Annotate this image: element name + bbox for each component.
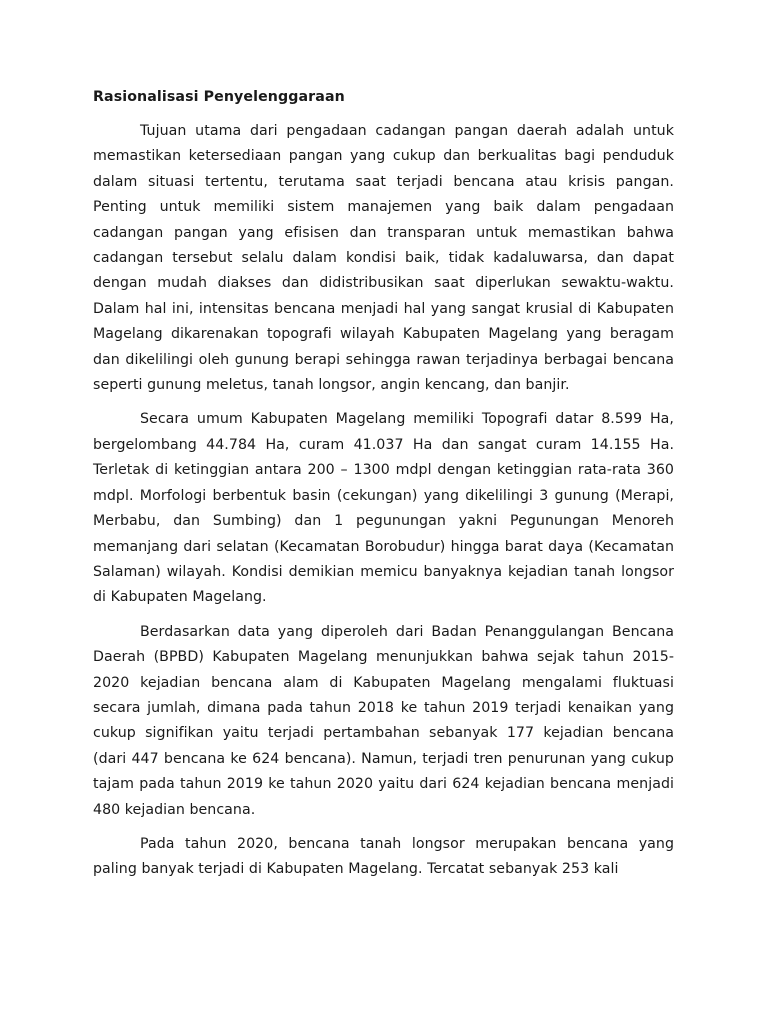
paragraph-2: Secara umum Kabupaten Magelang memiliki Topografi datar 8.599 Ha, bergelombang 44.784 Ha, curam 41.037 Ha dan sangat curam 14.155 Ha. Terletak di ketinggian antara 200 – 1300 mdpl dengan ketinggian rata-rata 360 mdpl. Morfologi berbentuk basin (cekungan) yang dikelilingi 3 gunung (Merapi, Merbabu, dan Sumbing) dan 1 pegunungan yakni Pegunungan Menoreh memanjang dari selatan (Kecamatan Borobudur) hingga barat daya (Kecamatan Salaman) wilayah. Kondisi demikian memicu banyaknya kejadian tanah longsor di Kabupaten Magelang.	[93, 411, 674, 606]
document-page	[93, 87, 674, 892]
paragraph-1: Tujuan utama dari pengadaan cadangan pangan daerah adalah untuk memastikan ketersediaan pangan yang cukup dan berkualitas bagi penduduk dalam situasi tertentu, terutama saat terjadi bencana atau krisis pangan. Penting untuk memiliki sistem manajemen yang baik dalam pengadaan cadangan pangan yang efisisen dan transparan untuk memastikan bahwa cadangan tersebut selalu dalam kondisi baik, tidak kadaluwarsa, dan dapat dengan mudah diakses dan didistribusikan saat diperlukan sewaktu-waktu. Dalam hal ini, intensitas bencana menjadi hal yang sangat krusial di Kabupaten Magelang dikarenakan topografi wilayah Kabupaten Magelang yang beragam dan dikelilingi oleh gunung berapi sehingga rawan terjadinya berbagai bencana seperti gunung meletus, tanah longsor, angin kencang, dan banjir.	[93, 123, 674, 394]
section-heading: Rasionalisasi Penyelenggaraan	[93, 89, 345, 105]
paragraph-4: Pada tahun 2020, bencana tanah longsor merupakan bencana yang paling banyak terjadi di Kabupaten Magelang. Tercatat sebanyak 253 kali	[93, 835, 674, 878]
paragraph-3: Berdasarkan data yang diperoleh dari Badan Penanggulangan Bencana Daerah (BPBD) Kabupaten Magelang menunjukkan bahwa sejak tahun 2015-2020 kejadian bencana alam di Kabupaten Magelang mengalami fluktuasi secara jumlah, dimana pada tahun 2018 ke tahun 2019 terjadi kenaikan yang cukup signifikan yaitu terjadi pertambahan sebanyak 177 kejadian bencana (dari 447 bencana ke 624 bencana). Namun, terjadi tren penurunan yang cukup tajam pada tahun 2019 ke tahun 2020 yaitu dari 624 kejadian bencana menjadi 480 kejadian bencana.	[93, 623, 674, 818]
